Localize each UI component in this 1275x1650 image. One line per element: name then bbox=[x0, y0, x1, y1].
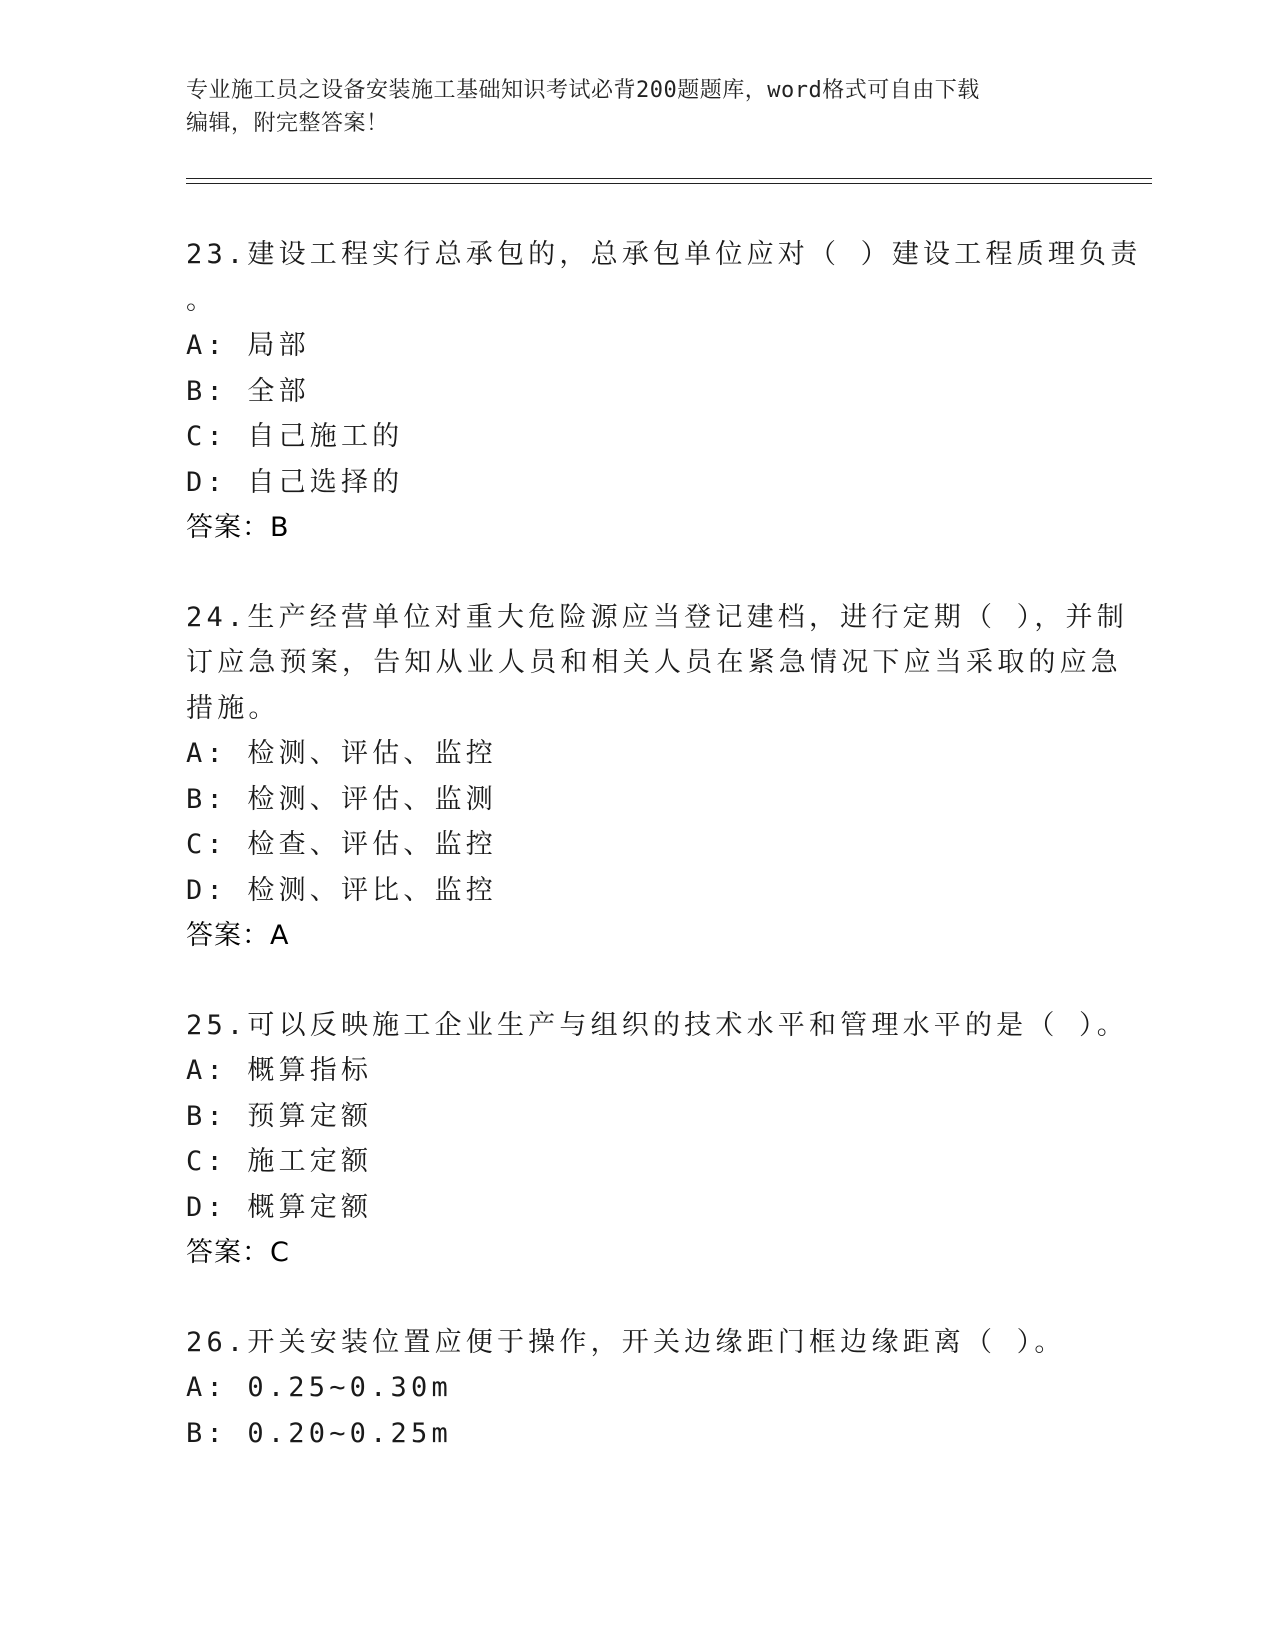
header-divider bbox=[186, 178, 1152, 179]
question-stem: 26.开关安装位置应便于操作，开关边缘距门框边缘距离（ ）。 bbox=[186, 1326, 1066, 1358]
question-stem: 25.可以反映施工企业生产与组织的技术水平和管理水平的是（ ）。 bbox=[186, 1009, 1128, 1041]
question-26 bbox=[186, 1320, 1086, 1457]
option-a: A: 检测、评估、监控 bbox=[186, 738, 497, 769]
question-stem: 订应急预案，告知从业人员和相关人员在紧急情况下应当采取的应急 bbox=[186, 647, 1122, 678]
header-line: 编辑，附完整答案！ bbox=[186, 111, 389, 136]
option-d: D: 检测、评比、监控 bbox=[186, 874, 497, 906]
option-a: A: 局部 bbox=[186, 330, 310, 361]
header-divider bbox=[186, 183, 1152, 184]
option-c: C: 自己施工的 bbox=[186, 421, 404, 452]
option-b: B: 0.20~0.25m bbox=[186, 1417, 452, 1449]
question-24 bbox=[186, 595, 1128, 959]
question-stem: 。 bbox=[186, 284, 218, 316]
option-a: A: 0.25~0.30m bbox=[186, 1372, 452, 1403]
option-a: A: 概算指标 bbox=[186, 1055, 373, 1086]
question-stem: 措施。 bbox=[186, 692, 280, 724]
option-b: B: 检测、评估、监测 bbox=[186, 783, 497, 815]
option-b: B: 全部 bbox=[186, 375, 310, 407]
option-d: D: 概算定额 bbox=[186, 1191, 373, 1223]
option-b: B: 预算定额 bbox=[186, 1100, 373, 1132]
option-c: C: 施工定额 bbox=[186, 1146, 373, 1177]
option-d: D: 自己选择的 bbox=[186, 466, 404, 498]
question-23 bbox=[186, 232, 1142, 551]
option-c: C: 检查、评估、监控 bbox=[186, 829, 497, 860]
question-stem: 23.建设工程实行总承包的，总承包单位应对（ ）建设工程质理负责 bbox=[186, 239, 1142, 270]
document-header bbox=[186, 74, 1086, 140]
answer: 答案：B bbox=[186, 512, 290, 543]
answer: 答案：A bbox=[186, 920, 290, 951]
header-line: 专业施工员之设备安装施工基础知识考试必背200题题库，word格式可自由下载 bbox=[186, 78, 980, 103]
question-25 bbox=[186, 1003, 1128, 1276]
question-list bbox=[186, 232, 1142, 1500]
question-stem: 24.生产经营单位对重大危险源应当登记建档，进行定期（ ），并制 bbox=[186, 601, 1128, 633]
answer: 答案：C bbox=[186, 1237, 290, 1268]
